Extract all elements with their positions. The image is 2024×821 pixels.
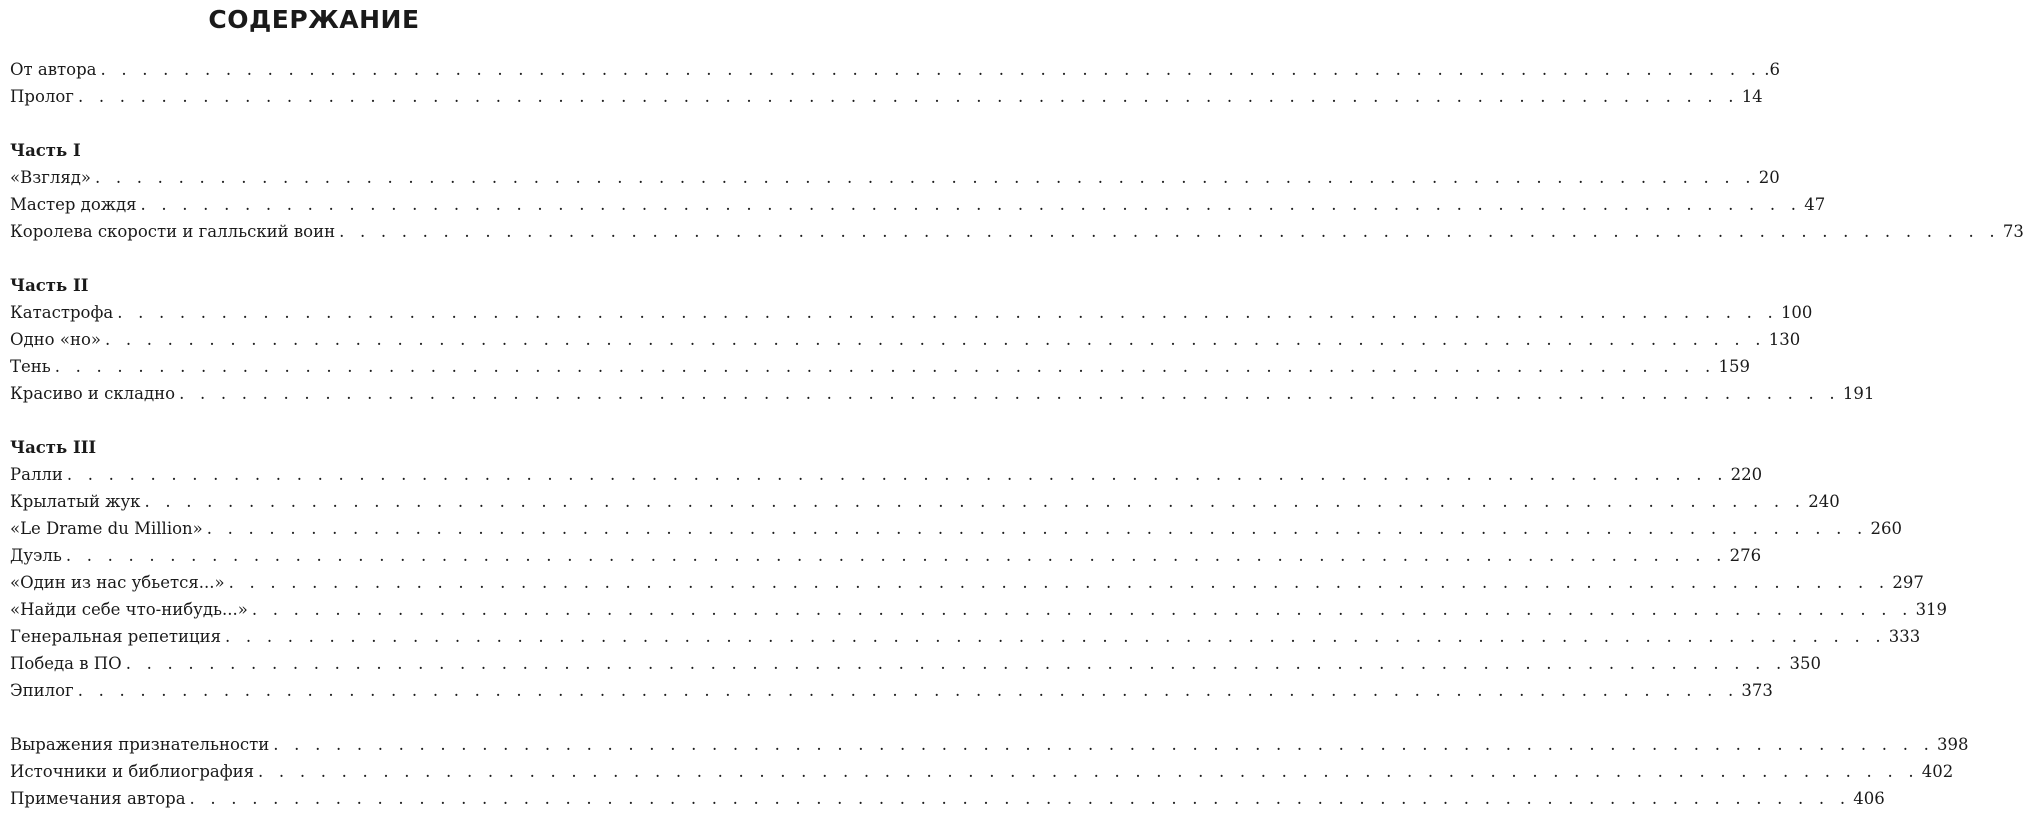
toc-entry-label: От автора bbox=[10, 60, 97, 79]
toc-entry-label: Королева скорости и галльский воин bbox=[10, 222, 336, 241]
toc-entry bbox=[10, 758, 1954, 785]
toc-entry-page: 402 bbox=[1921, 762, 1954, 781]
toc-entry-page: 398 bbox=[1937, 735, 1969, 754]
toc-section-part-3 bbox=[10, 434, 1948, 704]
dot-leader: . . . . . . . . . . . . . . . . . . . . . . . . . . . . . . . . . . . . . . . . . . . . . . . . . . . . . . . . . . . . . . . . . . . . . . . . . . . . . . . . bbox=[179, 384, 1840, 403]
toc-entry-label: Красиво и складно bbox=[10, 384, 176, 403]
toc-entry-label: Примечания автора bbox=[10, 789, 186, 808]
toc-section-part-1 bbox=[10, 137, 2024, 245]
toc-entry bbox=[10, 785, 1885, 812]
toc-entry bbox=[10, 731, 1969, 758]
toc-entry bbox=[10, 218, 2024, 245]
toc-entry-page: 20 bbox=[1758, 168, 1780, 187]
section-heading: Часть II bbox=[10, 276, 89, 295]
toc-entry-page: 276 bbox=[1729, 546, 1762, 565]
page-title: СОДЕРЖАНИЕ bbox=[208, 5, 420, 34]
toc-entry-label: Одно «но» bbox=[10, 330, 101, 349]
toc-entry-page: 191 bbox=[1842, 384, 1875, 403]
section-heading: Часть I bbox=[10, 141, 81, 160]
dot-leader: . . . . . . . . . . . . . . . . . . . . . . . . . . . . . . . . . . . . . . . . . . . . . . . . . . . . . . . . . . . . . . . . . . . . . . . . . . . . . . . . bbox=[117, 303, 1778, 322]
dot-leader: . . . . . . . . . . . . . . . . . . . . . . . . . . . . . . . . . . . . . . . . . . . . . . . . . . . . . . . . . . . . . . . . . . . . . . . . . . . . . . . . bbox=[144, 492, 1806, 511]
toc-entry-label: Ралли bbox=[10, 465, 63, 484]
dot-leader: . . . . . . . . . . . . . . . . . . . . . . . . . . . . . . . . . . . . . . . . . . . . . . . . . . . . . . . . . . . . . . . . . . . . . . . . . . . . . . . . bbox=[258, 762, 1919, 781]
toc-entry-page: 73 bbox=[2002, 222, 2024, 241]
toc-entry bbox=[10, 461, 1763, 488]
toc-entry bbox=[10, 299, 1813, 326]
dot-leader: . . . . . . . . . . . . . . . . . . . . . . . . . . . . . . . . . . . . . . . . . . . . . . . . . . . . . . . . . . . . . . . . . . . . . . . . . . . . . . . . bbox=[77, 681, 1739, 700]
dot-leader: . . . . . . . . . . . . . . . . . . . . . . . . . . . . . . . . . . . . . . . . . . . . . . . . . . . . . . . . . . . . . . . . . . . . . . . . . . . . . . . . bbox=[125, 654, 1787, 673]
dot-leader: . . . . . . . . . . . . . . . . . . . . . . . . . . . . . . . . . . . . . . . . . . . . . . . . . . . . . . . . . . . . . . . . . . . . . . . . . . . . . . . . bbox=[77, 87, 1739, 106]
dot-leader: . . . . . . . . . . . . . . . . . . . . . . . . . . . . . . . . . . . . . . . . . . . . . . . . . . . . . . . . . . . . . . . . . . . . . . . . . . . . . . . . bbox=[206, 519, 1868, 538]
toc-entry-page: 406 bbox=[1853, 789, 1885, 808]
dot-leader: . . . . . . . . . . . . . . . . . . . . . . . . . . . . . . . . . . . . . . . . . . . . . . . . . . . . . . . . . . . . . . . . . . . . . . . . . . . . . . . . bbox=[66, 465, 1728, 484]
toc-entry-label: Дуэль bbox=[10, 546, 62, 565]
toc-entry bbox=[10, 623, 1921, 650]
toc-entry bbox=[10, 353, 1750, 380]
toc-entry-page: 130 bbox=[1768, 330, 1801, 349]
toc-entry-label: Выражения признательности bbox=[10, 735, 270, 754]
toc-entry-label: Катастрофа bbox=[10, 303, 114, 322]
toc-entry-page: 14 bbox=[1741, 87, 1763, 106]
dot-leader: . . . . . . . . . . . . . . . . . . . . . . . . . . . . . . . . . . . . . . . . . . . . . . . . . . . . . . . . . . . . . . . . . . . . . . . . . . . . . . . . bbox=[140, 195, 1802, 214]
table-of-contents bbox=[10, 56, 2024, 812]
toc-entry-label: Источники и библиография bbox=[10, 762, 255, 781]
toc-entry bbox=[10, 596, 1948, 623]
dot-leader: . . . . . . . . . . . . . . . . . . . . . . . . . . . . . . . . . . . . . . . . . . . . . . . . . . . . . . . . . . . . . . . . . . . . . . . . . . . . . . . . bbox=[100, 60, 1762, 79]
toc-entry-page: 240 bbox=[1808, 492, 1840, 511]
toc-entry-page: 319 bbox=[1915, 600, 1948, 619]
toc-entry bbox=[10, 515, 1902, 542]
toc-entry-label: Победа в ПО bbox=[10, 654, 122, 673]
dot-leader: . . . . . . . . . . . . . . . . . . . . . . . . . . . . . . . . . . . . . . . . . . . . . . . . . . . . . . . . . . . . . . . . . . . . . . . . . . . . . . . . bbox=[225, 627, 1886, 646]
dot-leader: . . . . . . . . . . . . . . . . . . . . . . . . . . . . . . . . . . . . . . . . . . . . . . . . . . . . . . . . . . . . . . . . . . . . . . . . . . . . . . . . bbox=[251, 600, 1913, 619]
dot-leader: . . . . . . . . . . . . . . . . . . . . . . . . . . . . . . . . . . . . . . . . . . . . . . . . . . . . . . . . . . . . . . . . . . . . . . . . . . . . . . . . bbox=[54, 357, 1716, 376]
toc-entry bbox=[10, 83, 1763, 110]
toc-entry bbox=[10, 677, 1773, 704]
dot-leader: . . . . . . . . . . . . . . . . . . . . . . . . . . . . . . . . . . . . . . . . . . . . . . . . . . . . . . . . . . . . . . . . . . . . . . . . . . . . . . . . bbox=[104, 330, 1766, 349]
toc-entry-label: Мастер дождя bbox=[10, 195, 137, 214]
toc-entry-page: .6 bbox=[1764, 60, 1780, 79]
dot-leader: . . . . . . . . . . . . . . . . . . . . . . . . . . . . . . . . . . . . . . . . . . . . . . . . . . . . . . . . . . . . . . . . . . . . . . . . . . . . . . . . bbox=[189, 789, 1851, 808]
toc-entry-page: 260 bbox=[1870, 519, 1902, 538]
toc-entry bbox=[10, 56, 1780, 83]
toc-section-part-2 bbox=[10, 272, 1875, 407]
dot-leader: . . . . . . . . . . . . . . . . . . . . . . . . . . . . . . . . . . . . . . . . . . . . . . . . . . . . . . . . . . . . . . . . . . . . . . . . . . . . . . . . bbox=[273, 735, 1935, 754]
toc-entry-page: 297 bbox=[1892, 573, 1924, 592]
toc-entry-page: 47 bbox=[1804, 195, 1826, 214]
toc-entry bbox=[10, 164, 1780, 191]
dot-leader: . . . . . . . . . . . . . . . . . . . . . . . . . . . . . . . . . . . . . . . . . . . . . . . . . . . . . . . . . . . . . . . . . . . . . . . . . . . . . . . . bbox=[339, 222, 2000, 241]
toc-entry-label: Генеральная репетиция bbox=[10, 627, 222, 646]
toc-entry bbox=[10, 542, 1762, 569]
toc-entry-label: Пролог bbox=[10, 87, 74, 106]
toc-entry-label: «Найди себе что-нибудь...» bbox=[10, 600, 248, 619]
toc-entry-label: «Le Drame du Million» bbox=[10, 519, 203, 538]
toc-entry bbox=[10, 326, 1801, 353]
toc-entry bbox=[10, 191, 1826, 218]
toc-entry-label: Тень bbox=[10, 357, 51, 376]
toc-entry-page: 159 bbox=[1718, 357, 1750, 376]
toc-entry-label: «Взгляд» bbox=[10, 168, 92, 187]
toc-entry-page: 220 bbox=[1730, 465, 1763, 484]
dot-leader: . . . . . . . . . . . . . . . . . . . . . . . . . . . . . . . . . . . . . . . . . . . . . . . . . . . . . . . . . . . . . . . . . . . . . . . . . . . . . . . . bbox=[95, 168, 1756, 187]
toc-entry-page: 350 bbox=[1789, 654, 1821, 673]
toc-section-back bbox=[10, 731, 1969, 812]
toc-entry-page: 333 bbox=[1888, 627, 1921, 646]
toc-entry-label: Эпилог bbox=[10, 681, 74, 700]
dot-leader: . . . . . . . . . . . . . . . . . . . . . . . . . . . . . . . . . . . . . . . . . . . . . . . . . . . . . . . . . . . . . . . . . . . . . . . . . . . . . . . . bbox=[228, 573, 1890, 592]
toc-entry bbox=[10, 380, 1875, 407]
toc-entry bbox=[10, 650, 1821, 677]
toc-section-front bbox=[10, 56, 1780, 110]
toc-entry-label: Крылатый жук bbox=[10, 492, 141, 511]
toc-entry-page: 373 bbox=[1741, 681, 1773, 700]
toc-entry-page: 100 bbox=[1780, 303, 1813, 322]
section-heading: Часть III bbox=[10, 438, 97, 457]
toc-entry bbox=[10, 569, 1924, 596]
dot-leader: . . . . . . . . . . . . . . . . . . . . . . . . . . . . . . . . . . . . . . . . . . . . . . . . . . . . . . . . . . . . . . . . . . . . . . . . . . . . . . . . bbox=[65, 546, 1727, 565]
toc-entry-label: «Один из нас убьется...» bbox=[10, 573, 225, 592]
toc-entry bbox=[10, 488, 1840, 515]
